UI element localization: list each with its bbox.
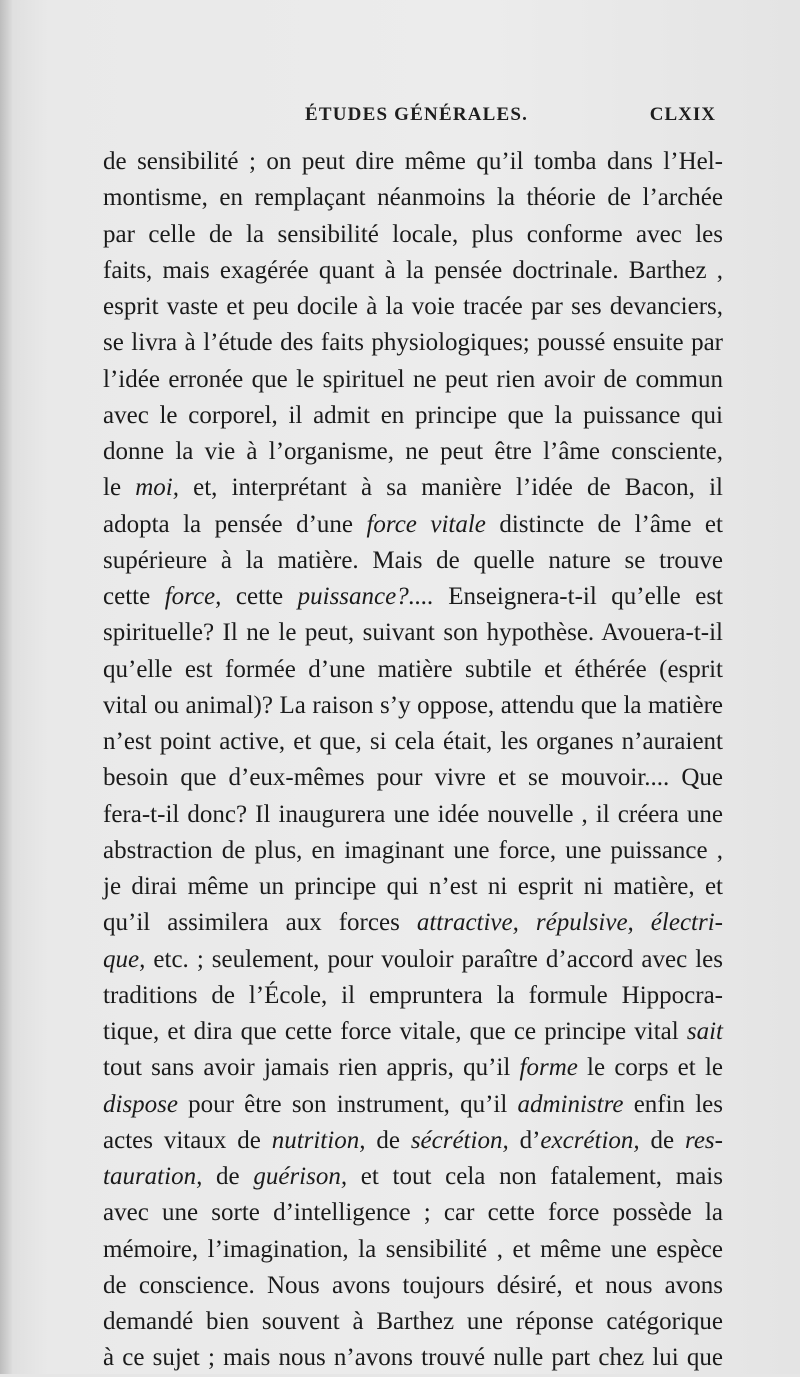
text-line — [103, 470, 723, 506]
text-run: fera-t-il donc? Il inaugurera une idée nouvelle , il créera une — [103, 800, 723, 828]
text-line — [103, 325, 723, 361]
italic-text-run: tauration, — [103, 1163, 203, 1190]
body-text — [103, 144, 723, 1377]
text-run: de — [639, 1126, 686, 1154]
text-line — [103, 1014, 723, 1050]
text-run: faits, mais exagérée quant à la pensée doctrinale. Barthez , — [103, 256, 723, 284]
text-line — [103, 978, 723, 1014]
text-run: montisme, en remplaçant néanmoins la théorie de l’archée — [103, 184, 723, 212]
text-line — [103, 1159, 723, 1195]
text-run: le — [103, 474, 136, 502]
text-run: avec le corporel, il admit en principe que la puissance qui — [103, 401, 723, 429]
text-line — [103, 362, 723, 398]
italic-text-run: force, — [164, 583, 222, 610]
text-line — [103, 1340, 723, 1376]
text-run: et tout cela non fatalement, mais — [347, 1163, 723, 1190]
text-run: d’ — [508, 1126, 541, 1154]
italic-text-run: dispose — [103, 1090, 178, 1118]
text-line — [103, 434, 723, 470]
text-run: tout sans avoir jamais rien appris, qu’il — [103, 1054, 520, 1082]
text-line — [103, 724, 723, 760]
text-run: cette — [103, 583, 165, 610]
text-run: n’est point active, et que, si cela était, les organes n’auraient — [103, 728, 723, 755]
text-run: avec une sorte d’intelligence ; car cette force possède la — [103, 1199, 723, 1227]
text-line — [103, 1087, 723, 1123]
page-gutter — [0, 0, 12, 1374]
text-line — [103, 688, 723, 724]
text-line — [103, 217, 723, 253]
italic-text-run: attractive, répulsive, électri- — [416, 909, 723, 937]
page-number: CLXIX — [649, 104, 716, 125]
text-run: vital ou animal)? La raison s’y oppose, attendu que la matière — [103, 691, 723, 719]
text-run: besoin que d’eux-mêmes pour vivre et se mouvoir.... Que — [103, 764, 723, 792]
italic-text-run: res- — [685, 1126, 723, 1154]
italic-text-run: excrétion, — [540, 1126, 640, 1154]
text-run: se livra à l’étude des faits physiologiques; poussé ensuite par — [103, 329, 723, 357]
text-run: enfin les — [623, 1090, 724, 1118]
italic-text-run: moi, — [135, 474, 179, 502]
italic-text-run: puissance?.... — [297, 583, 434, 610]
text-run: et, interprétant à sa manière l’idée de Bacon, il — [178, 474, 723, 502]
text-line — [103, 760, 723, 796]
text-line — [103, 1195, 723, 1231]
text-run: abstraction de plus, en imaginant une force, une puissance , — [103, 836, 723, 864]
text-line — [103, 289, 723, 325]
text-run: de — [202, 1163, 254, 1190]
text-run: esprit vaste et peu docile à la voie tracée par ses devanciers, — [103, 293, 723, 320]
text-line — [103, 797, 723, 833]
text-line — [103, 1232, 723, 1268]
text-line — [103, 1050, 723, 1086]
italic-text-run: sécrétion, — [410, 1126, 509, 1154]
text-run: qu’il assimilera aux forces — [103, 909, 417, 937]
italic-text-run: sait — [686, 1018, 723, 1045]
text-run: pour être son instrument, qu’il — [178, 1090, 518, 1118]
page-header — [100, 104, 716, 134]
text-line — [103, 942, 723, 978]
italic-text-run: force vitale — [366, 510, 486, 538]
text-run: à ce sujet ; mais nous n’avons trouvé nulle part chez lui que — [103, 1344, 723, 1372]
running-title: ÉTUDES GÉNÉRALES. — [305, 104, 529, 125]
text-run: de conscience. Nous avons toujours désiré, et nous avons — [103, 1271, 723, 1299]
text-line — [103, 1268, 723, 1304]
italic-text-run: administre — [517, 1090, 624, 1118]
italic-text-run: guérison, — [253, 1163, 348, 1190]
text-run: Enseignera-t-il qu’elle est — [433, 583, 724, 610]
text-run: spirituelle? Il ne le peut, suivant son hypothèse. Avouera-t-il — [103, 619, 723, 647]
italic-text-run: que, — [103, 945, 146, 973]
text-line — [103, 180, 723, 216]
text-run: cette — [221, 583, 298, 610]
text-line — [103, 1304, 723, 1340]
text-line — [103, 869, 723, 905]
text-line — [103, 144, 723, 180]
text-line — [103, 579, 723, 615]
text-run: mémoire, l’imagination, la sensibilité , et même une espèce — [103, 1235, 723, 1263]
text-run: distincte de l’âme et — [485, 510, 723, 538]
text-line — [103, 253, 723, 289]
text-line — [103, 1123, 723, 1159]
text-run: donne la vie à l’organisme, ne peut être l’âme consciente, — [103, 438, 723, 465]
text-run: tique, et dira que cette force vitale, que ce principe vital — [103, 1018, 687, 1045]
text-run: adopta la pensée d’une — [103, 510, 367, 538]
text-line — [103, 905, 723, 941]
text-line — [103, 543, 723, 579]
italic-text-run: forme — [519, 1054, 578, 1082]
text-run: le corps et le — [577, 1054, 723, 1082]
italic-text-run: nutrition, — [271, 1126, 366, 1154]
text-run: supérieure à la matière. Mais de quelle nature se trouve — [103, 546, 723, 574]
text-run: par celle de la sensibilité locale, plus conforme avec les — [103, 220, 723, 248]
text-line — [103, 833, 723, 869]
text-run: je dirai même un principe qui n’est ni esprit ni matière, et — [103, 873, 723, 900]
text-line — [103, 507, 723, 543]
text-run: etc. ; seulement, pour vouloir paraître d’accord avec les — [145, 945, 723, 973]
text-run: traditions de l’École, il empruntera la formule Hippocra- — [103, 981, 723, 1009]
text-line — [103, 615, 723, 651]
text-run: demandé bien souvent à Barthez une réponse catégorique — [103, 1308, 723, 1335]
text-line — [103, 398, 723, 434]
text-run: actes vitaux de — [103, 1126, 272, 1154]
text-run: l’idée erronée que le spirituel ne peut rien avoir de commun — [103, 365, 723, 393]
text-run: de — [365, 1126, 411, 1154]
text-run: de sensibilité ; on peut dire même qu’il tomba dans l’Hel- — [103, 148, 723, 175]
text-run: qu’elle est formée d’une matière subtile et éthérée (esprit — [103, 655, 723, 683]
text-line — [103, 652, 723, 688]
